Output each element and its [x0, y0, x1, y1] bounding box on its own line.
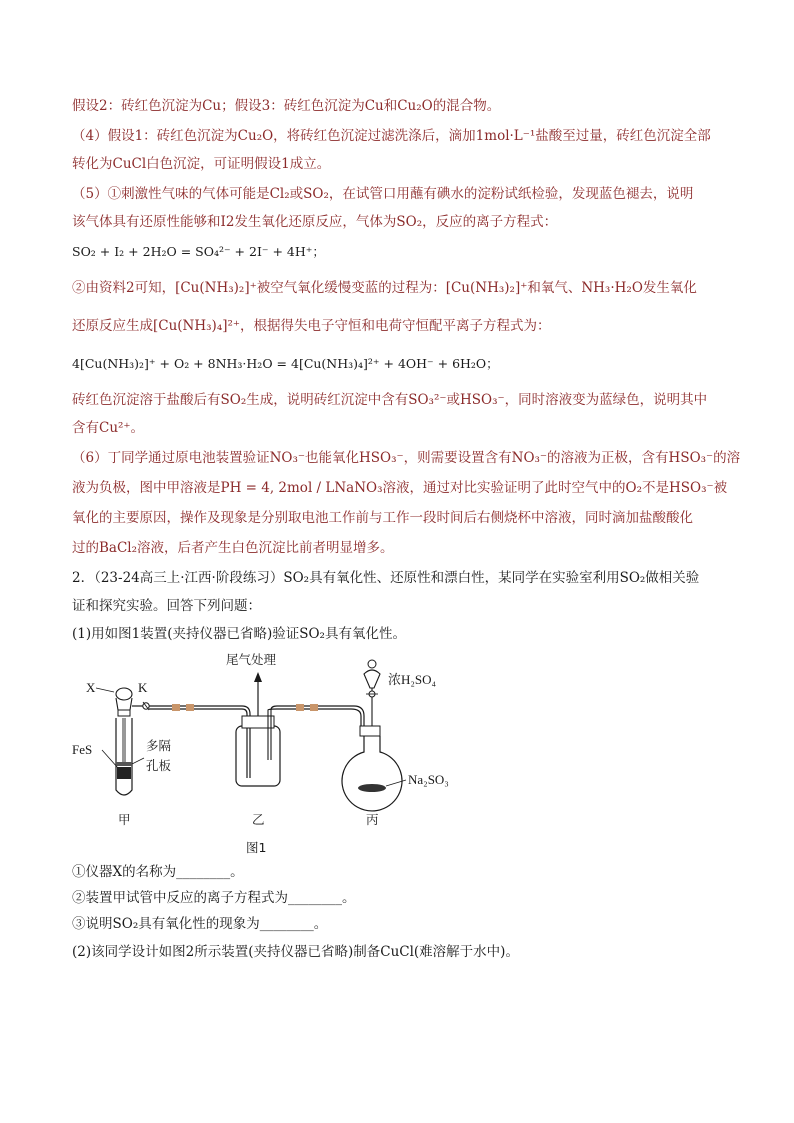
question-line: 2．（23-24高三上·江西·阶段练习）SO₂具有氧化性、还原性和漂白性，某同学在实验室利用SO₂做相关验	[72, 570, 700, 586]
answer-line: 含有Cu²⁺。	[72, 420, 145, 436]
question-line: ③说明SO₂具有氧化性的现象为________。	[72, 916, 328, 932]
answer-line: 砖红色沉淀溶于盐酸后有SO₂生成，说明砖红沉淀中含有SO₃²⁻或HSO₃⁻，同时溶液变为蓝绿色，说明其中	[72, 392, 708, 408]
answer-line: 过的BaCl₂溶液，后者产生白色沉淀比前者明显增多。	[72, 540, 394, 556]
equation-line: 4[Cu(NH₃)₂]⁺ + O₂ + 8NH₃·H₂O = 4[Cu(NH₃)₄]²⁺ + 4OH⁻ + 6H₂O；	[72, 356, 499, 371]
answer-line: 假设2：砖红色沉淀为Cu；假设3：砖红色沉淀为Cu和Cu₂O的混合物。	[72, 98, 501, 114]
na2so3-label: Na₂SO₃	[408, 772, 449, 787]
x-label: X	[86, 680, 96, 695]
answer-line: 转化为CuCl白色沉淀，可证明假设1成立。	[72, 156, 331, 172]
answer-line: （5）①刺激性气味的气体可能是Cl₂或SO₂，在试管口用蘸有碘水的淀粉试纸检验，发现蓝色褪去，说明	[72, 186, 694, 202]
equation-line: SO₂ + I₂ + 2H₂O = SO₄²⁻ + 2I⁻ + 4H⁺；	[72, 244, 325, 259]
question-line: 证和探究实验。回答下列问题：	[72, 598, 261, 614]
plate-label-2: 孔板	[146, 758, 172, 773]
jia-label: 甲	[118, 812, 131, 827]
k-label: K	[138, 680, 148, 695]
figure-caption: 图1	[246, 840, 267, 855]
question-line: ②装置甲试管中反应的离子方程式为________。	[72, 890, 356, 906]
answer-line: ②由资料2可知，[Cu(NH₃)₂]⁺被空气氧化缓慢变蓝的过程为：[Cu(NH₃)₂]⁺和氧气、NH₃·H₂O发生氧化	[72, 280, 697, 296]
answer-line: （6）丁同学通过原电池装置验证NO₃⁻也能氧化HSO₃⁻，则需要设置含有NO₃⁻的溶液为正极，含有HSO₃⁻的溶	[72, 450, 741, 466]
question-line: (1)用如图1装置(夹持仪器已省略)验证SO₂具有氧化性。	[72, 626, 406, 642]
answer-line: 该气体具有还原性能够和I2发生氧化还原反应，气体为SO₂，反应的离子方程式：	[72, 214, 558, 230]
answer-line: 还原反应生成[Cu(NH₃)₄]²⁺，根据得失电子守恒和电荷守恒配平离子方程式为：	[72, 318, 551, 334]
question-line: ①仪器X的名称为________。	[72, 864, 244, 880]
bing-label: 丙	[366, 812, 379, 827]
yi-label: 乙	[252, 812, 265, 827]
apparatus-figure	[72, 640, 492, 860]
acid-label: 浓H₂SO₄	[388, 672, 437, 687]
answer-line: （4）假设1：砖红色沉淀为Cu₂O，将砖红色沉淀过滤洗涤后，滴加1mol·L⁻¹盐酸至过量，砖红色沉淀全部	[72, 128, 711, 144]
question-line: (2)该同学设计如图2所示装置(夹持仪器已省略)制备CuCl(难溶解于水中)。	[72, 944, 519, 960]
fes-label: FeS	[72, 742, 93, 757]
plate-label-1: 多隔	[146, 738, 172, 753]
answer-line: 液为负极，图中甲溶液是PH = 4, 2mol / LNaNO₃溶液，通过对比实验证明了此时空气中的O₂不是HSO₃⁻被	[72, 480, 728, 496]
answer-line: 氧化的主要原因，操作及现象是分别取电池工作前与工作一段时间后右侧烧杯中溶液，同时滴加盐酸酸化	[72, 510, 693, 526]
tail-gas-label: 尾气处理	[226, 652, 277, 667]
